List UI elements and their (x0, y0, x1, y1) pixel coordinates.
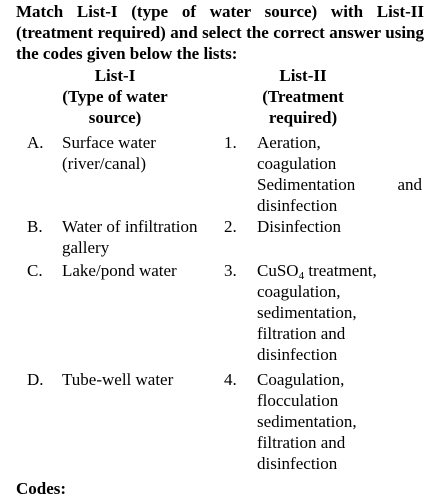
list2-item-line: Disinfection (257, 217, 342, 236)
list2-item-line: sedimentation, (257, 412, 357, 431)
list2-item-line: Coagulation, (257, 370, 345, 389)
list2-item-line: filtration and (257, 433, 346, 452)
codes-label: Codes: (16, 479, 67, 498)
list2-item-line: filtration and (257, 324, 346, 343)
list2-item-line: disinfection (257, 196, 338, 215)
list1-title: List-I (94, 66, 136, 85)
list2-item-line: disinfection (257, 454, 338, 473)
list2-item-text (257, 132, 422, 216)
list2-item-line (257, 260, 422, 281)
list2-item-line: disinfection (257, 345, 338, 364)
list2-item-line: coagulation (257, 154, 337, 173)
list2-item-text (257, 369, 422, 474)
question-text: Match List-I (type of water source) with List-II (treatment required) and select the correct answer using the codes given below the lists: (16, 2, 424, 63)
list2-title: List-II (279, 66, 327, 85)
list2-item-line-suffix: treatment, (304, 261, 377, 280)
list2-item-number: 3. (224, 261, 237, 280)
formula-subscript: 4 (298, 270, 305, 282)
list2-item-line: Sedimentation and (257, 175, 422, 194)
list2-item-text (257, 216, 422, 237)
list2-item-number: 2. (224, 217, 237, 236)
list1-item-letter: B. (27, 217, 43, 236)
list1-item-letter: A. (27, 133, 44, 152)
list2-item-line: Aeration, (257, 133, 321, 152)
list2-item-line: sedimentation, (257, 303, 357, 322)
chemical-formula: CuSO (257, 261, 299, 280)
list1-item-text: Tube-well water (62, 370, 174, 389)
list2-item-line: flocculation (257, 391, 339, 410)
list1-item-text: Water of infiltration gallery (62, 217, 198, 257)
list1-item-letter: D. (27, 370, 44, 389)
list1-item-letter: C. (27, 261, 43, 280)
list1-subtitle: (Type of water source) (62, 87, 168, 127)
list1-item-text: Surface water (river/canal) (62, 133, 156, 173)
list2-item-number: 4. (224, 370, 237, 389)
list2-item-line: coagulation, (257, 282, 341, 301)
list2-item-text (257, 260, 422, 365)
list2-subtitle: (Treatment required) (262, 87, 344, 127)
list1-item-text: Lake/pond water (62, 261, 177, 280)
list2-item-number: 1. (224, 133, 237, 152)
